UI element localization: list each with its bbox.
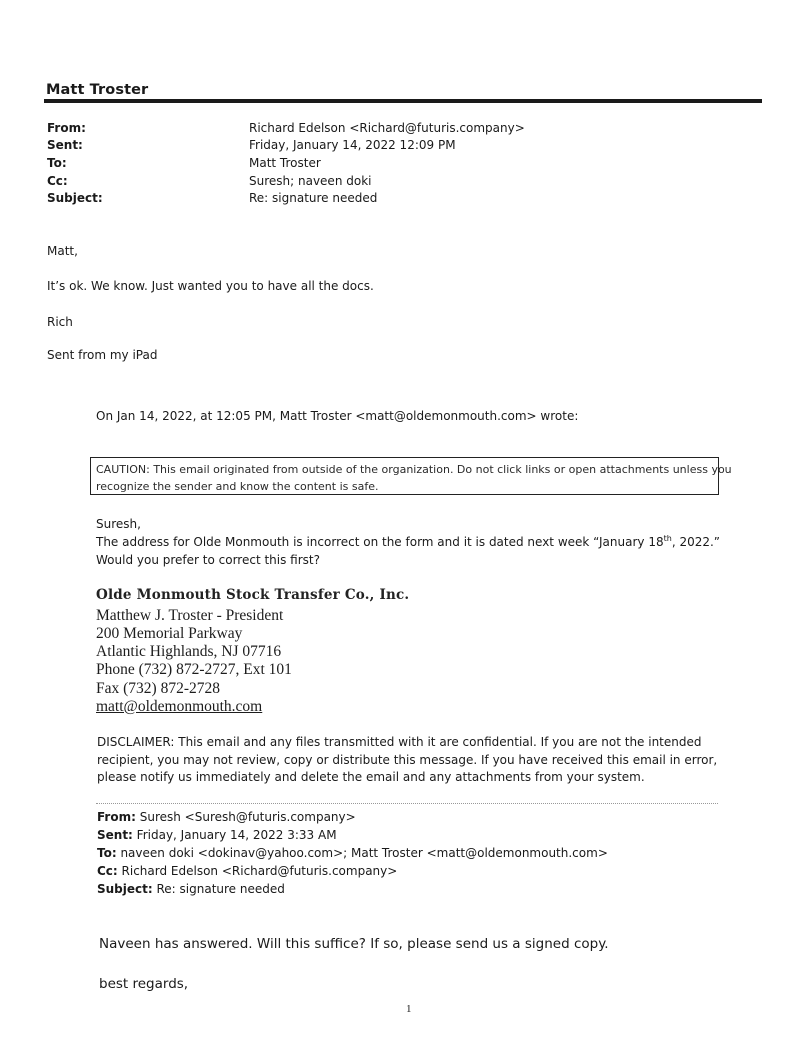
- signature-phone: Phone (732) 872-2727, Ext 101: [96, 661, 292, 678]
- signature-address-1: 200 Memorial Parkway: [96, 625, 243, 642]
- forwarded-from: From: Suresh <Suresh@futuris.company>: [97, 810, 356, 824]
- forwarded-sent: Sent: Friday, January 14, 2022 3:33 AM: [97, 828, 337, 842]
- sent-label: Sent:: [47, 138, 83, 152]
- page-title: Matt Troster: [46, 82, 149, 98]
- forwarded-body: Naveen has answered. Will this suffice? If so, please send us a signed copy.: [99, 936, 609, 952]
- disclaimer-line-3: please notify us immediately and delete the email and any attachments from your system.: [97, 770, 645, 784]
- quoted-body-line-1: The address for Olde Monmouth is incorrect on the form and it is dated next week “January 18th, 2022.”: [96, 534, 721, 549]
- signature-email-link[interactable]: matt@oldemonmouth.com: [96, 698, 263, 715]
- title-divider: [44, 99, 762, 103]
- signature-name-title: Matthew J. Troster - President: [96, 607, 284, 624]
- quoted-body-line-2: Would you prefer to correct this first?: [96, 553, 320, 567]
- to-value: Matt Troster: [249, 156, 321, 170]
- reply-greeting: Matt,: [47, 244, 78, 258]
- subject-value: Re: signature needed: [249, 191, 378, 205]
- from-label: From:: [47, 121, 86, 135]
- forwarded-subject: Subject: Re: signature needed: [97, 882, 285, 896]
- subject-label: Subject:: [47, 191, 103, 205]
- cc-label: Cc:: [47, 174, 68, 188]
- forwarded-divider: [96, 803, 718, 804]
- reply-body: It’s ok. We know. Just wanted you to have all the docs.: [47, 279, 374, 293]
- cc-value: Suresh; naveen doki: [249, 174, 372, 188]
- disclaimer: [97, 734, 727, 787]
- caution-label: CAUTION:: [96, 463, 150, 476]
- disclaimer-line-1: DISCLAIMER: This email and any files transmitted with it are confidential. If you are not the intended: [97, 735, 702, 749]
- forwarded-to: To: naveen doki <dokinav@yahoo.com>; Matt Troster <matt@oldemonmouth.com>: [97, 846, 608, 860]
- signature-company: Olde Monmouth Stock Transfer Co., Inc.: [96, 587, 410, 603]
- caution-text-line-2: recognize the sender and know the content is safe.: [96, 480, 379, 493]
- reply-device-note: Sent from my iPad: [47, 348, 158, 362]
- to-label: To:: [47, 156, 67, 170]
- signature-address-2: Atlantic Highlands, NJ 07716: [96, 643, 282, 660]
- quoted-intro: On Jan 14, 2022, at 12:05 PM, Matt Troster <matt@oldemonmouth.com> wrote:: [96, 409, 579, 423]
- reply-signoff: Rich: [47, 315, 73, 329]
- forwarded-cc: Cc: Richard Edelson <Richard@futuris.company>: [97, 864, 398, 878]
- page-number: 1: [406, 1003, 412, 1015]
- sent-value: Friday, January 14, 2022 12:09 PM: [249, 138, 456, 152]
- caution-banner: [90, 457, 732, 495]
- caution-text-line-1: This email originated from outside of the organization. Do not click links or open attachments unless you: [149, 463, 732, 476]
- signature-fax: Fax (732) 872-2728: [96, 680, 220, 697]
- forwarded-closing: best regards,: [99, 976, 189, 992]
- from-value: Richard Edelson <Richard@futuris.company>: [249, 121, 525, 135]
- quoted-greeting: Suresh,: [96, 517, 141, 531]
- disclaimer-line-2: recipient, you may not review, copy or distribute this message. If you have received this email in error,: [97, 752, 718, 767]
